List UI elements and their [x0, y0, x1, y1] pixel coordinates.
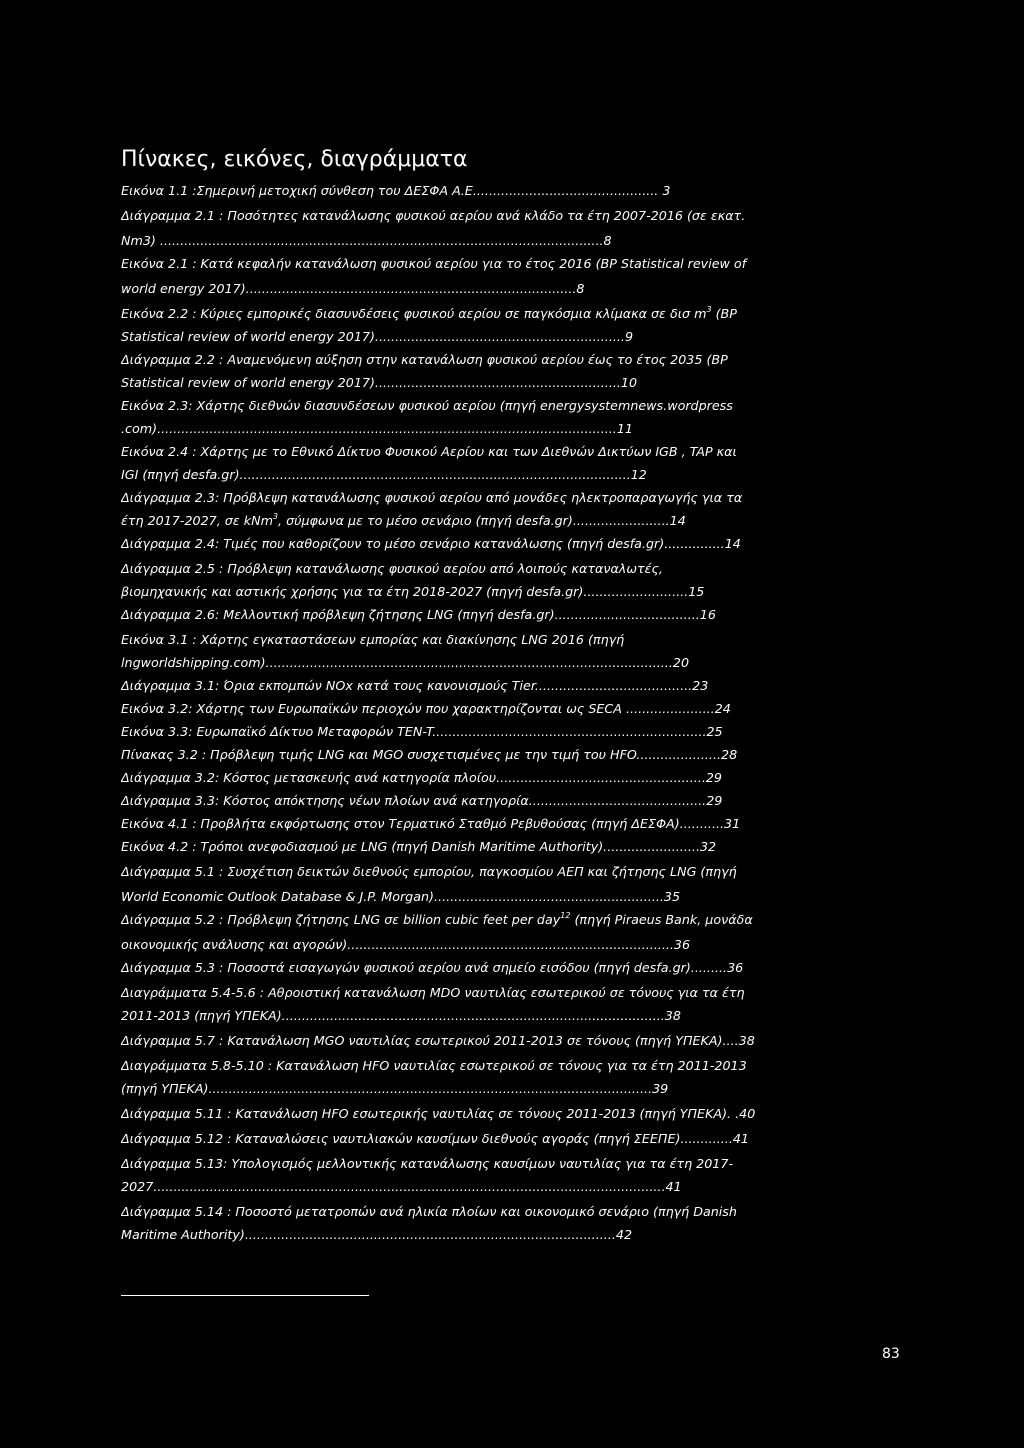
toc-entry	[121, 279, 907, 299]
page-heading: Πίνακες, εικόνες, διαγράμματα	[121, 147, 468, 172]
toc-entry	[121, 699, 907, 719]
toc-entry	[121, 1006, 907, 1026]
toc-entry-text: βιομηχανικής και αστικής χρήσης για τα έτη 2018-2027 (πηγή desfa.gr)..........................15	[121, 584, 705, 599]
toc-entry-text: Διάγραμμα 5.3 : Ποσοστά εισαγωγών φυσικού αερίου ανά σημείο εισόδου (πηγή desfa.gr).........36	[121, 960, 744, 975]
toc-entry	[121, 1202, 907, 1222]
toc-entry-text: Εικόνα 2.2 : Κύριες εμπορικές διασυνδέσεις φυσικού αερίου σε παγκόσμια κλίμακα σε δισ m	[121, 306, 707, 321]
toc-entry-text: Διάγραμμα 5.1 : Συσχέτιση δεικτών διεθνούς εμπορίου, παγκοσμίου ΑΕΠ και ζήτησης LNG (πηγή	[121, 864, 737, 879]
toc-entry-text: Διάγραμμα 2.2 : Αναμενόμενη αύξηση στην κατανάλωση φυσικού αερίου έως το έτος 2035 (BP	[121, 352, 728, 367]
toc-entry-text: Διαγράμματα 5.8-5.10 : Κατανάλωση HFO ναυτιλίας εσωτερικού σε τόνους για τα έτη 2011-2013	[121, 1058, 747, 1073]
toc-entry-text: έτη 2017-2027, σε kNm	[121, 513, 273, 528]
toc-entry-text: Διάγραμμα 3.3: Κόστος απόκτησης νέων πλοίων ανά κατηγορία............................................29	[121, 793, 723, 808]
toc-entry	[121, 206, 907, 226]
toc-entry-text: Εικόνα 1.1 :Σημερινή μετοχική σύνθεση του ΔΕΣΦΑ Α.Ε.............................................. 3	[121, 183, 671, 198]
toc-entry	[121, 676, 907, 696]
toc-entry	[121, 605, 907, 625]
toc-entry-text: Εικόνα 3.2: Χάρτης των Ευρωπαϊκών περιοχών που χαρακτηρίζονται ως SECA ......................24	[121, 701, 731, 716]
toc-entry-text: Εικόνα 2.3: Χάρτης διεθνών διασυνδέσεων φυσικού αερίου (πηγή energysystemnews.wordpress	[121, 398, 733, 413]
toc-entry-text: Διάγραμμα 5.14 : Ποσοστό μετατροπών ανά ηλικία πλοίων και οικονομικό σενάριο (πηγή Danish	[121, 1204, 737, 1219]
toc-entry-text: .com)..................................................................................................................11	[121, 421, 633, 436]
toc-entry-text: Διάγραμμα 3.1: Όρια εκπομπών NOx κατά τους κανονισμούς Tier.......................................23	[121, 678, 709, 693]
toc-entry-text: Διάγραμμα 2.5 : Πρόβλεψη κατανάλωσης φυσικού αερίου από λοιπούς καταναλωτές,	[121, 561, 663, 576]
toc-entry-text: οικονομικής ανάλυσης και αγορών).................................................................................36	[121, 937, 691, 952]
toc-entry-text: Διάγραμμα 2.4: Τιμές που καθορίζουν το μέσο σενάριο κατανάλωσης (πηγή desfa.gr)...............14	[121, 536, 741, 551]
toc-entry-text: world energy 2017)..................................................................................8	[121, 281, 585, 296]
footnote-separator	[121, 1295, 369, 1296]
toc-entry-text: Εικόνα 2.1 : Κατά κεφαλήν κατανάλωση φυσικού αερίου για το έτος 2016 (BP Statistical review of	[121, 256, 747, 271]
toc-entry-text: World Economic Outlook Database & J.P. Morgan).........................................................35	[121, 889, 681, 904]
toc-entry	[121, 534, 907, 554]
toc-entry	[121, 745, 907, 765]
toc-entry	[121, 419, 907, 439]
toc-entry	[121, 653, 907, 673]
toc-entry	[121, 181, 907, 201]
toc-entry	[121, 1225, 907, 1245]
toc-entry-text: Εικόνα 3.3: Ευρωπαϊκό Δίκτυο Μεταφορών TEN-T....................................................................25	[121, 724, 723, 739]
toc-entry-text: Διάγραμμα 3.2: Κόστος μετασκευής ανά κατηγορία πλοίου....................................................29	[121, 770, 723, 785]
toc-entry-text: Διάγραμμα 2.3: Πρόβλεψη κατανάλωσης φυσικού αερίου από μονάδες ηλεκτροπαραγωγής για τα	[121, 490, 743, 505]
toc-entry	[121, 910, 907, 930]
toc-entry-text-continued: , σύμφωνα με το μέσο σενάριο (πηγή desfa.gr)........................14	[278, 513, 686, 528]
toc-entry	[121, 722, 907, 742]
toc-entry	[121, 350, 907, 370]
toc-entry-superscript: 3	[272, 511, 279, 521]
toc-entry-text-continued: (πηγή Piraeus Bank, μονάδα	[570, 912, 753, 927]
toc-entry-text: Εικόνα 4.1 : Προβλήτα εκφόρτωσης στον Τερματικό Σταθμό Ρεβυθούσας (πηγή ΔΕΣΦΑ)...........31	[121, 816, 741, 831]
toc-entry-text: Statistical review of world energy 2017)..............................................................9	[121, 329, 634, 344]
toc-entry	[121, 511, 907, 531]
toc-entry-text: Nm3) ..............................................................................................................8	[121, 233, 612, 248]
toc-entry	[121, 373, 907, 393]
toc-entry	[121, 1177, 907, 1197]
page-number: 83	[882, 1346, 900, 1362]
toc-entry-text: Διάγραμμα 2.1 : Ποσότητες κατανάλωσης φυσικού αερίου ανά κλάδο τα έτη 2007-2016 (σε εκατ.	[121, 208, 746, 223]
toc-entry	[121, 465, 907, 485]
toc-entry	[121, 396, 907, 416]
toc-entry	[121, 442, 907, 462]
toc-entry-text: Διάγραμμα 5.13: Υπολογισμός μελλοντικής κατανάλωσης καυσίμων ναυτιλίας για τα έτη 2017-	[121, 1156, 734, 1171]
toc-entry-text: (πηγή ΥΠΕΚΑ)..............................................................................................................39	[121, 1081, 669, 1096]
toc-entry	[121, 630, 907, 650]
toc-entry-text: Διάγραμμα 5.11 : Κατανάλωση HFO εσωτερικής ναυτιλίας σε τόνους 2011-2013 (πηγή ΥΠΕΚΑ). .40	[121, 1106, 756, 1121]
toc-entry	[121, 791, 907, 811]
toc-entry-text: Διάγραμμα 5.12 : Καταναλώσεις ναυτιλιακών καυσίμων διεθνούς αγοράς (πηγή ΣΕΕΠΕ).............41	[121, 1131, 749, 1146]
toc-entry	[121, 582, 907, 602]
toc-entry	[121, 935, 907, 955]
toc-entry-text-continued: (BP	[711, 306, 737, 321]
toc-entry-text: Διάγραμμα 5.2 : Πρόβλεψη ζήτησης LNG σε billion cubic feet per day	[121, 912, 561, 927]
toc-entry	[121, 304, 907, 324]
toc-entry-text: IGI (πηγή desfa.gr).................................................................................................12	[121, 467, 647, 482]
toc-entry-text: Διάγραμμα 5.7 : Κατανάλωση MGO ναυτιλίας εσωτερικού 2011-2013 σε τόνους (πηγή ΥΠΕΚΑ)....38	[121, 1033, 755, 1048]
toc-entry	[121, 1079, 907, 1099]
toc-entry	[121, 488, 907, 508]
toc-entry	[121, 1154, 907, 1174]
toc-entry-text: Εικόνα 4.2 : Τρόποι ανεφοδιασμού με LNG (πηγή Danish Maritime Authority)........................32	[121, 839, 717, 854]
toc-entry-text: Διάγραμμα 2.6: Μελλοντική πρόβλεψη ζήτησης LNG (πηγή desfa.gr)....................................16	[121, 607, 716, 622]
toc-entry	[121, 983, 907, 1003]
toc-entry	[121, 559, 907, 579]
toc-entry-text: 2011-2013 (πηγή ΥΠΕΚΑ)...............................................................................................38	[121, 1008, 681, 1023]
toc-entry	[121, 327, 907, 347]
toc-entry	[121, 1031, 907, 1051]
toc-entry	[121, 254, 907, 274]
toc-entry	[121, 887, 907, 907]
toc-entry-text: Εικόνα 2.4 : Χάρτης με το Εθνικό Δίκτυο Φυσικού Αερίου και των Διεθνών Δικτύων IGB , TAP και	[121, 444, 737, 459]
toc-entry	[121, 231, 907, 251]
toc-entry-superscript: 12	[560, 910, 571, 920]
toc-entry-text: Εικόνα 3.1 : Χάρτης εγκαταστάσεων εμπορίας και διακίνησης LNG 2016 (πηγή	[121, 632, 625, 647]
toc-entry-superscript: 3	[706, 304, 712, 314]
toc-entry	[121, 837, 907, 857]
toc-entry	[121, 1129, 907, 1149]
toc-entry-text: lngworldshipping.com).....................................................................................................20	[121, 655, 690, 670]
toc-entry	[121, 814, 907, 834]
toc-entry	[121, 958, 907, 978]
toc-entry-text: Διαγράμματα 5.4-5.6 : Αθροιστική κατανάλωση MDO ναυτιλίας εσωτερικού σε τόνους για τα έτη	[121, 985, 745, 1000]
toc-entry	[121, 1056, 907, 1076]
toc-entry-text: Πίνακας 3.2 : Πρόβλεψη τιμής LNG και MGO συσχετισμένες με την τιμή του HFO.....................28	[121, 747, 738, 762]
toc-entry-text: Statistical review of world energy 2017).............................................................10	[121, 375, 638, 390]
toc-entry	[121, 1104, 907, 1124]
toc-entry	[121, 768, 907, 788]
toc-entry-text: Maritime Authority)............................................................................................42	[121, 1227, 633, 1242]
toc-entry	[121, 862, 907, 882]
toc-entry-text: 2027...............................................................................................................................41	[121, 1179, 682, 1194]
